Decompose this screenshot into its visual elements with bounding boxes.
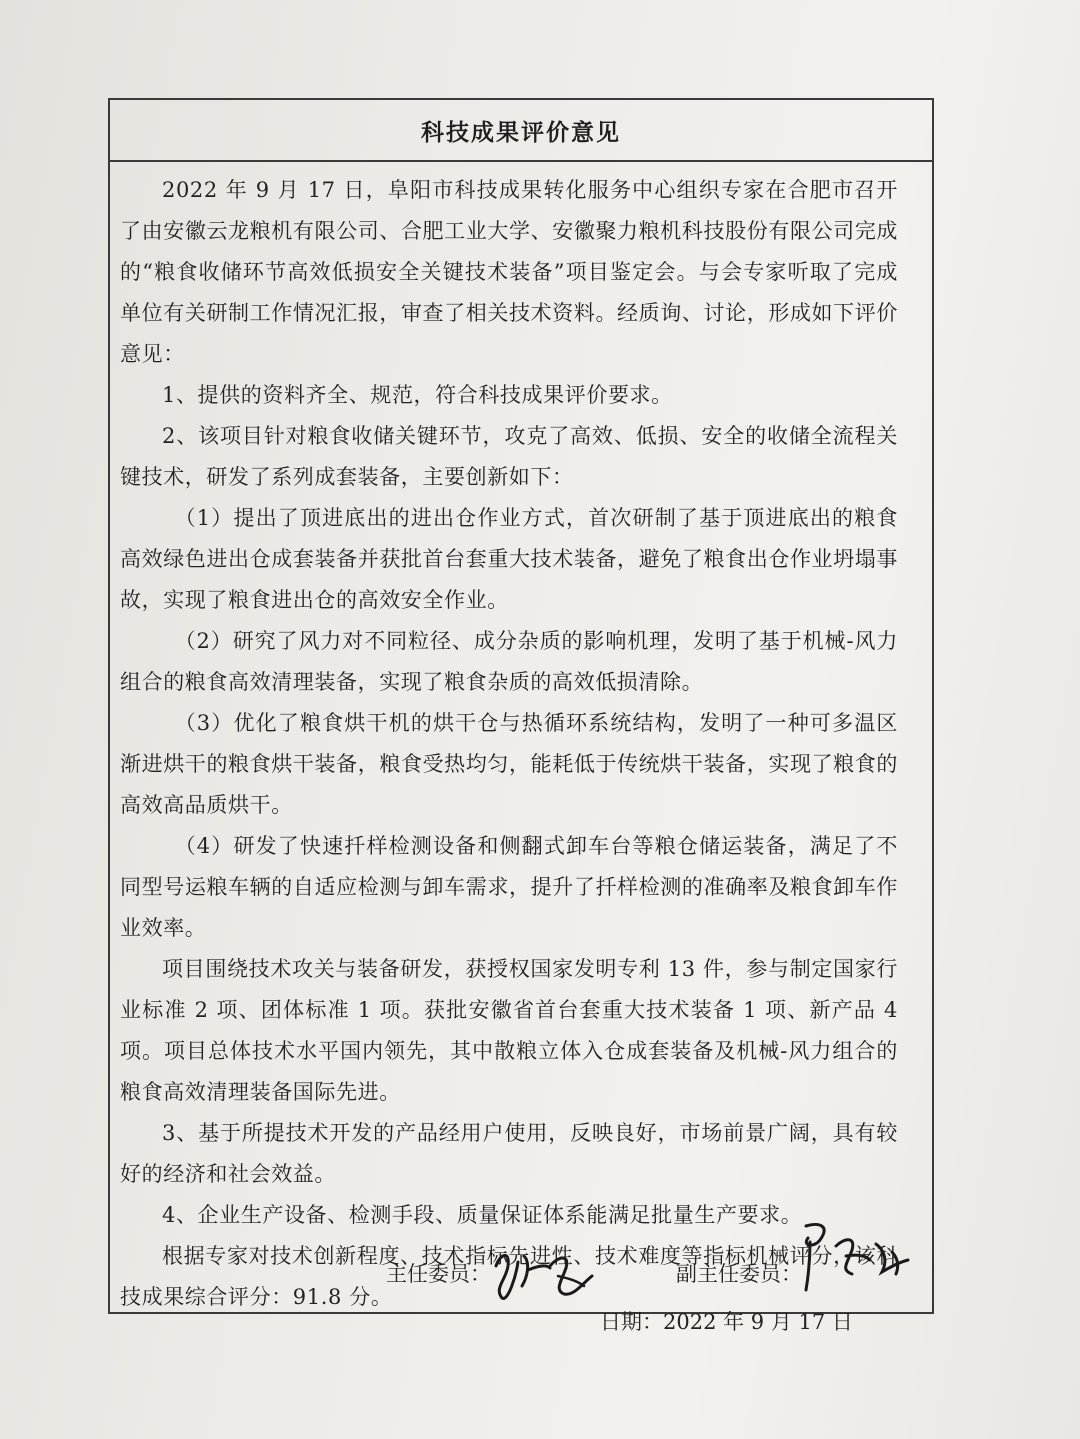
opinion-item-1: 1、提供的资料齐全、规范，符合科技成果评价要求。 <box>162 383 673 407</box>
signature-row <box>0 1258 1080 1298</box>
evaluation-form-frame <box>108 98 934 1314</box>
evaluation-body <box>110 162 932 1318</box>
chair-signature <box>488 1236 598 1306</box>
innovation-1: （1）提出了顶进底出的进出仓作业方式，首次研制了基于顶进底出的粮食高效绿色进出仓成套装备并获批首台套重大技术装备，避免了粮食出仓作业坍塌事故，实现了粮食进出仓的高效安全作业。 <box>120 506 898 612</box>
opinion-item-2: 2、该项目针对粮食收储关键环节，攻克了高效、低损、安全的收储全流程关键技术，研发了系列成套装备，主要创新如下： <box>120 424 898 489</box>
date-line: 日期：2022 年 9 月 17 日 <box>600 1310 853 1334</box>
opinion-item-4: 4、企业生产设备、检测手段、质量保证体系能满足批量生产要求。 <box>162 1203 803 1227</box>
vice-chair-signature <box>796 1216 916 1296</box>
innovation-3: （3）优化了粮食烘干机的烘干仓与热循环系统结构，发明了一种可多温区渐进烘干的粮食烘干装备，粮食受热均匀，能耗低于传统烘干装备，实现了粮食的高效高品质烘干。 <box>120 711 898 817</box>
chair-label: 主任委员： <box>386 1262 491 1286</box>
innovation-4: （4）研发了快速扦样检测设备和侧翻式卸车台等粮仓储运装备，满足了不同型号运粮车辆的自适应检测与卸车需求，提升了扦样检测的准确率及粮食卸车作业效率。 <box>120 834 898 940</box>
document-title: 科技成果评价意见 <box>421 118 621 146</box>
innovation-2: （2）研究了风力对不同粒径、成分杂质的影响机理，发明了基于机械-风力组合的粮食高效清理装备，实现了粮食杂质的高效低损清除。 <box>120 629 898 694</box>
vice-chair-label: 副主任委员： <box>676 1262 802 1286</box>
intro-paragraph: 2022 年 9 月 17 日，阜阳市科技成果转化服务中心组织专家在合肥市召开了由安徽云龙粮机有限公司、合肥工业大学、安徽聚力粮机科技股份有限公司完成的“粮食收储环节高效低损安全关键技术装备”项目鉴定会。与会专家听取了完成单位有关研制工作情况汇报，审查了相关技术资料。经质询、讨论，形成如下评价意见： <box>120 178 898 366</box>
score-paragraph: 根据专家对技术创新程度、技术指标先进性、技术难度等指标机械评分，该科技成果综合评分：91.8 分。 <box>120 1244 898 1309</box>
title-row <box>110 100 932 162</box>
achievements-paragraph: 项目围绕技术攻关与装备研发，获授权国家发明专利 13 件，参与制定国家行业标准 2 项、团体标准 1 项。获批安徽省首台套重大技术装备 1 项、新产品 4 项。项目总体技术水平国内领先，其中散粮立体入仓成套装备及机械-风力组合的粮食高效清理装备国际先进。 <box>120 957 898 1104</box>
opinion-item-3: 3、基于所提技术开发的产品经用户使用，反映良好，市场前景广阔，具有较好的经济和社会效益。 <box>120 1121 898 1186</box>
